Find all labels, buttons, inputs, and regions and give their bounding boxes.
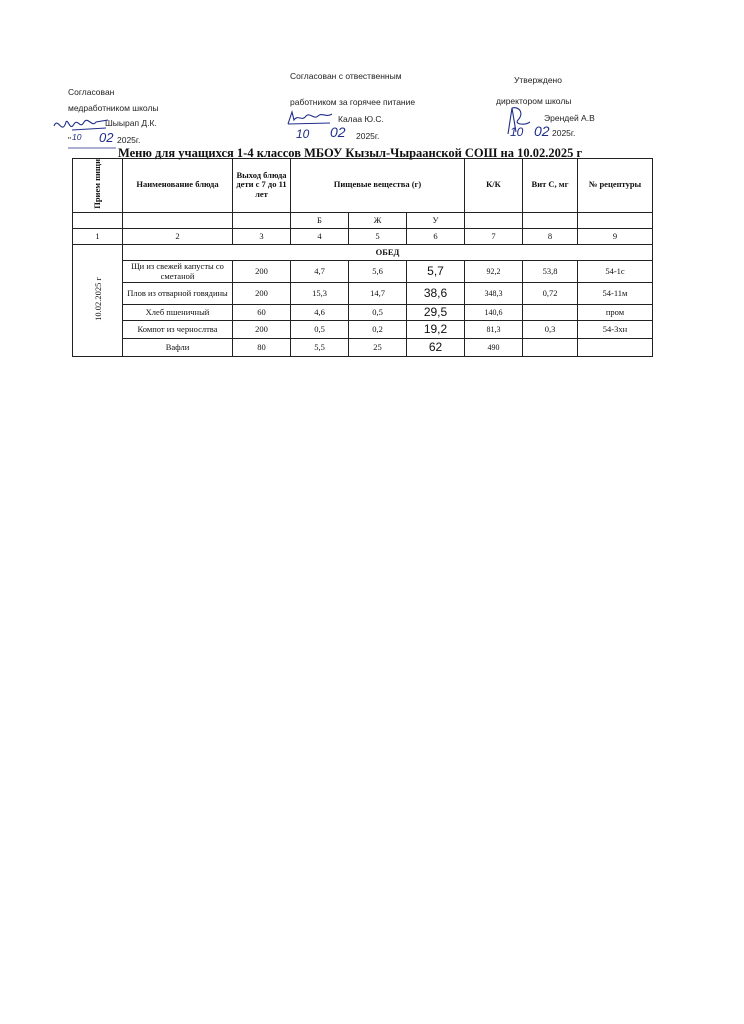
approval-left-date-prefix: " (68, 135, 72, 145)
table-row (73, 320, 653, 338)
dish-name: Плов из отварной говядины (123, 282, 233, 304)
approval-center-name: Калаа Ю.С. (338, 114, 384, 124)
table-row (73, 282, 653, 304)
header-dish: Наименование блюда (123, 159, 233, 213)
header-vitc: Вит С, мг (523, 159, 578, 213)
approval-right (496, 76, 656, 142)
date-cell: 10.02.2025 г (73, 244, 123, 356)
section-row (73, 244, 653, 260)
approval-right-date-year: 2025г. (552, 128, 576, 138)
dish-name: Вафли (123, 338, 233, 356)
column-number: 5 (349, 228, 407, 244)
dish-name: Хлеб пшеничный (123, 304, 233, 320)
dish-carbs: 19,2 (407, 320, 465, 338)
column-number: 1 (73, 228, 123, 244)
dish-yield: 200 (233, 282, 291, 304)
approval-center-date-month: 02 (330, 124, 346, 140)
approval-right-name: Эрендей А.В (544, 113, 595, 123)
dish-yield: 80 (233, 338, 291, 356)
dish-yield: 200 (233, 260, 291, 282)
dish-name: Щи из свежей капусты со сметаной (123, 260, 233, 282)
dish-fat: 5,6 (349, 260, 407, 282)
dish-recipe: 54-3хн (578, 320, 653, 338)
header-kk: К/К (465, 159, 523, 213)
date-underline-left (68, 146, 118, 150)
subheader-u: У (407, 212, 465, 228)
approval-left-date-year: 2025г. (117, 135, 141, 145)
dish-kk: 140,6 (465, 304, 523, 320)
dish-carbs: 38,6 (407, 282, 465, 304)
dish-protein: 0,5 (291, 320, 349, 338)
approval-center-line1: Согласован с отвественным (290, 71, 402, 81)
column-numbers-row (73, 228, 653, 244)
dish-vitc: 53,8 (523, 260, 578, 282)
approval-left (68, 88, 268, 148)
dish-carbs: 5,7 (407, 260, 465, 282)
approval-left-date-month: 02 (99, 130, 114, 145)
page-title: Меню для учащихся 1-4 классов МБОУ Кызыл-Чыраанской СОШ на 10.02.2025 г (118, 146, 583, 160)
dish-recipe: 54-11м (578, 282, 653, 304)
dish-vitc: 0,3 (523, 320, 578, 338)
dish-protein: 15,3 (291, 282, 349, 304)
approval-center-line2: работником за горячее питание (290, 97, 416, 107)
signature-center (284, 108, 336, 128)
column-number: 8 (523, 228, 578, 244)
dish-kk: 490 (465, 338, 523, 356)
approval-left-line2: медработником школы (68, 103, 159, 113)
dish-protein: 4,6 (291, 304, 349, 320)
dish-fat: 14,7 (349, 282, 407, 304)
approval-right-line2: директором школы (496, 96, 572, 106)
dish-protein: 5,5 (291, 338, 349, 356)
table-row (73, 338, 653, 356)
column-number: 6 (407, 228, 465, 244)
header-recipe: № рецептуры (578, 159, 653, 213)
dish-recipe: пром (578, 304, 653, 320)
subheader-row (73, 212, 653, 228)
header-intake: Прием пищи (73, 159, 123, 213)
dish-kk: 348,3 (465, 282, 523, 304)
subheader-b: Б (291, 212, 349, 228)
table-row (73, 304, 653, 320)
dish-vitc: 0,72 (523, 282, 578, 304)
signature-left (52, 114, 112, 138)
dish-carbs: 29,5 (407, 304, 465, 320)
dish-recipe: 54-1с (578, 260, 653, 282)
column-number: 9 (578, 228, 653, 244)
dish-yield: 60 (233, 304, 291, 320)
column-number: 4 (291, 228, 349, 244)
approval-center (290, 72, 490, 142)
column-number: 3 (233, 228, 291, 244)
dish-fat: 25 (349, 338, 407, 356)
approval-left-date-day: 10 (72, 132, 82, 142)
dish-vitc (523, 304, 578, 320)
dish-kk: 92,2 (465, 260, 523, 282)
header-nutrients: Пищевые вещества (г) (291, 159, 465, 213)
dish-yield: 200 (233, 320, 291, 338)
dish-name: Компот из чернослтва (123, 320, 233, 338)
dish-vitc (523, 338, 578, 356)
approval-left-line1: Согласован (68, 87, 115, 97)
dish-protein: 4,7 (291, 260, 349, 282)
subheader-zh: Ж (349, 212, 407, 228)
header-yield: Выход блюда дети с 7 до 11 лет (233, 159, 291, 213)
approval-center-date-year: 2025г. (356, 131, 380, 141)
dish-recipe (578, 338, 653, 356)
approval-right-date-month: 02 (534, 123, 550, 139)
dish-fat: 0,2 (349, 320, 407, 338)
section-title: ОБЕД (123, 244, 653, 260)
dish-kk: 81,3 (465, 320, 523, 338)
approval-right-date-day: 10 (510, 125, 524, 139)
table-row (73, 260, 653, 282)
approval-center-date-day: 10 (296, 127, 310, 141)
dish-carbs: 62 (407, 338, 465, 356)
signature-right (502, 104, 536, 138)
approval-right-line1: Утверждено (514, 75, 562, 85)
column-number: 2 (123, 228, 233, 244)
column-number: 7 (465, 228, 523, 244)
dish-fat: 0,5 (349, 304, 407, 320)
menu-table (72, 158, 653, 357)
header-row (73, 159, 653, 213)
approval-left-name: Шыырап Д.К. (105, 118, 157, 128)
